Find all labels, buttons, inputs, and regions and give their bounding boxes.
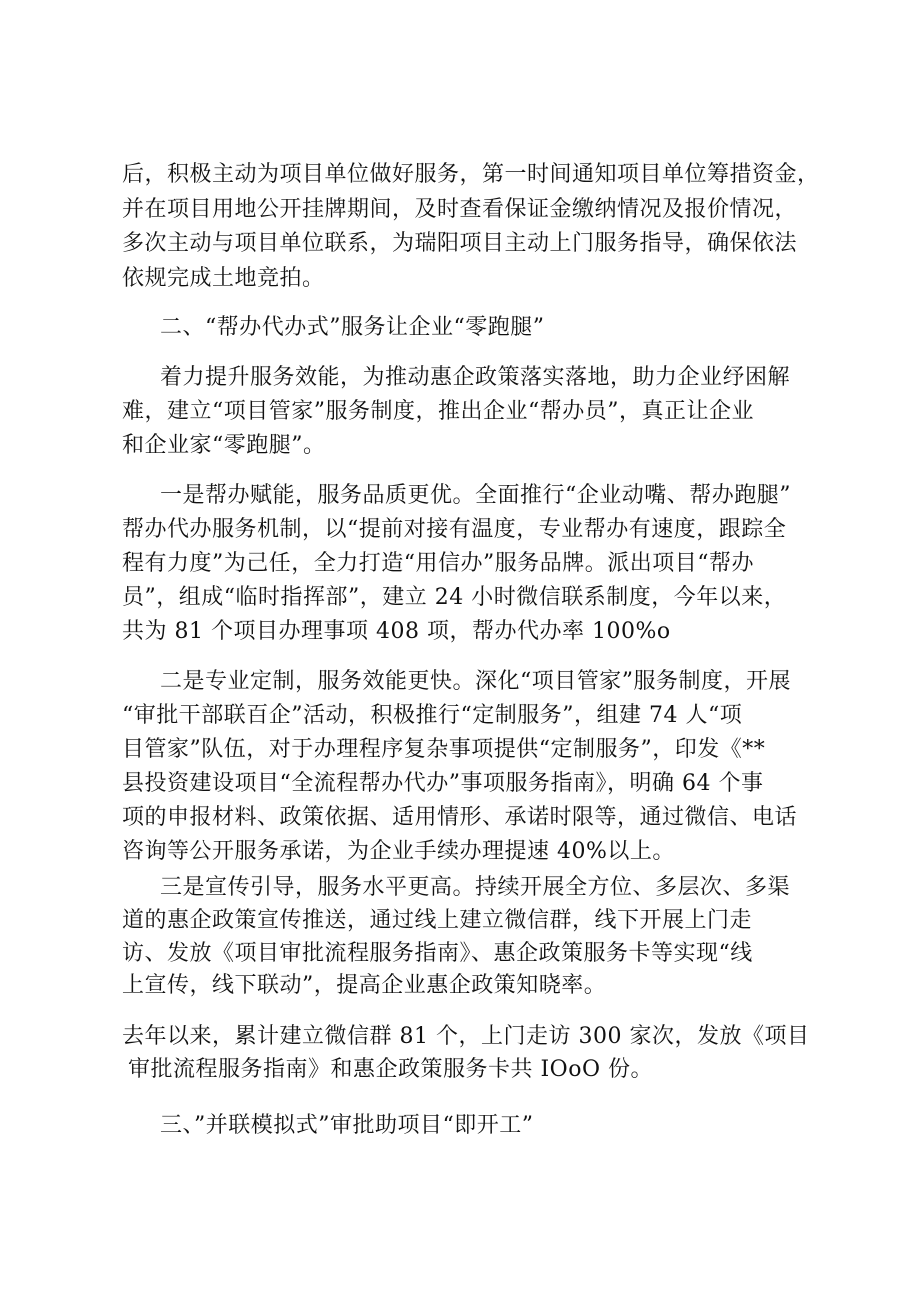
text-line: 三是宣传引导，服务水平更高。持续开展全方位、多层次、多渠 xyxy=(160,875,791,900)
text-line: 和企业家“零跑腿”。 xyxy=(122,433,326,458)
text-line: “审批干部联百企”活动，积极推行“定制服务”，组建 74 人“项 xyxy=(122,703,743,728)
heading-text: 二、“帮办代办式”服务让企业“零跑腿” xyxy=(160,315,545,340)
text-line: 二是专业定制，服务效能更快。深化“项目管家”服务制度，开展 xyxy=(160,669,791,694)
text-line: 多次主动与项目单位联系，为瑞阳项目主动上门服务指导，确保依法 xyxy=(122,231,798,256)
text-line: 员”，组成“临时指挥部”，建立 24 小时微信联系制度，今年以来， xyxy=(122,585,787,610)
text-line: 着力提升服务效能，为推动惠企政策落实落地，助力企业纾困解 xyxy=(160,365,791,390)
text-line: 并在项目用地公开挂牌期间，及时查看保证金缴纳情况及报价情况， xyxy=(122,197,798,222)
text-line: 项的申报材料、政策依据、适用情形、承诺时限等，通过微信、电话 xyxy=(122,805,798,830)
text-line: 后，积极主动为项目单位做好服务，第一时间通知项目单位筹措资金， xyxy=(122,162,820,187)
text-line: 道的惠企政策宣传推送，通过线上建立微信群，线下开展上门走 xyxy=(122,908,753,933)
text-line: 目管家”队伍，对于办理程序复杂事项提供“定制服务”，印发《** xyxy=(122,737,766,762)
text-line: 上宣传，线下联动”，提高企业惠企政策知晓率。 xyxy=(122,973,607,998)
text-line: 咨询等公开服务承诺，为企业手续办理提速 40%以上。 xyxy=(122,839,675,864)
text-line: 县投资建设项目“全流程帮办代办”事项服务指南》，明确 64 个事 xyxy=(122,771,764,796)
text-line: 帮办代办服务机制，以“提前对接有温度，专业帮办有速度，跟踪全 xyxy=(122,517,787,542)
text-line: 访、发放《项目审批流程服务指南》、惠企政策服务卡等实现“线 xyxy=(122,941,753,966)
text-line: 程有力度”为己任，全力打造“用信办”服务品牌。派出项目“帮办 xyxy=(122,551,754,576)
text-line: 依规完成土地竞拍。 xyxy=(122,266,325,291)
text-line: 一是帮办赋能，服务品质更优。全面推行“企业动嘴、帮办跑腿” xyxy=(160,483,791,508)
heading-text: 三、”并联模拟式”审批助项目“即开工” xyxy=(160,1113,534,1138)
text-line: 共为 81 个项目办理事项 408 项，帮办代办率 100%o xyxy=(122,619,671,644)
text-line: 去年以来，累计建立微信群 81 个，上门走访 300 家次，发放《项目 xyxy=(122,1024,810,1049)
text-line: 审批流程服务指南》和惠企政策服务卡共 IOoO 份。 xyxy=(128,1057,653,1082)
text-line: 难，建立“项目管家”服务制度，推出企业“帮办员”，真正让企业 xyxy=(122,399,754,424)
